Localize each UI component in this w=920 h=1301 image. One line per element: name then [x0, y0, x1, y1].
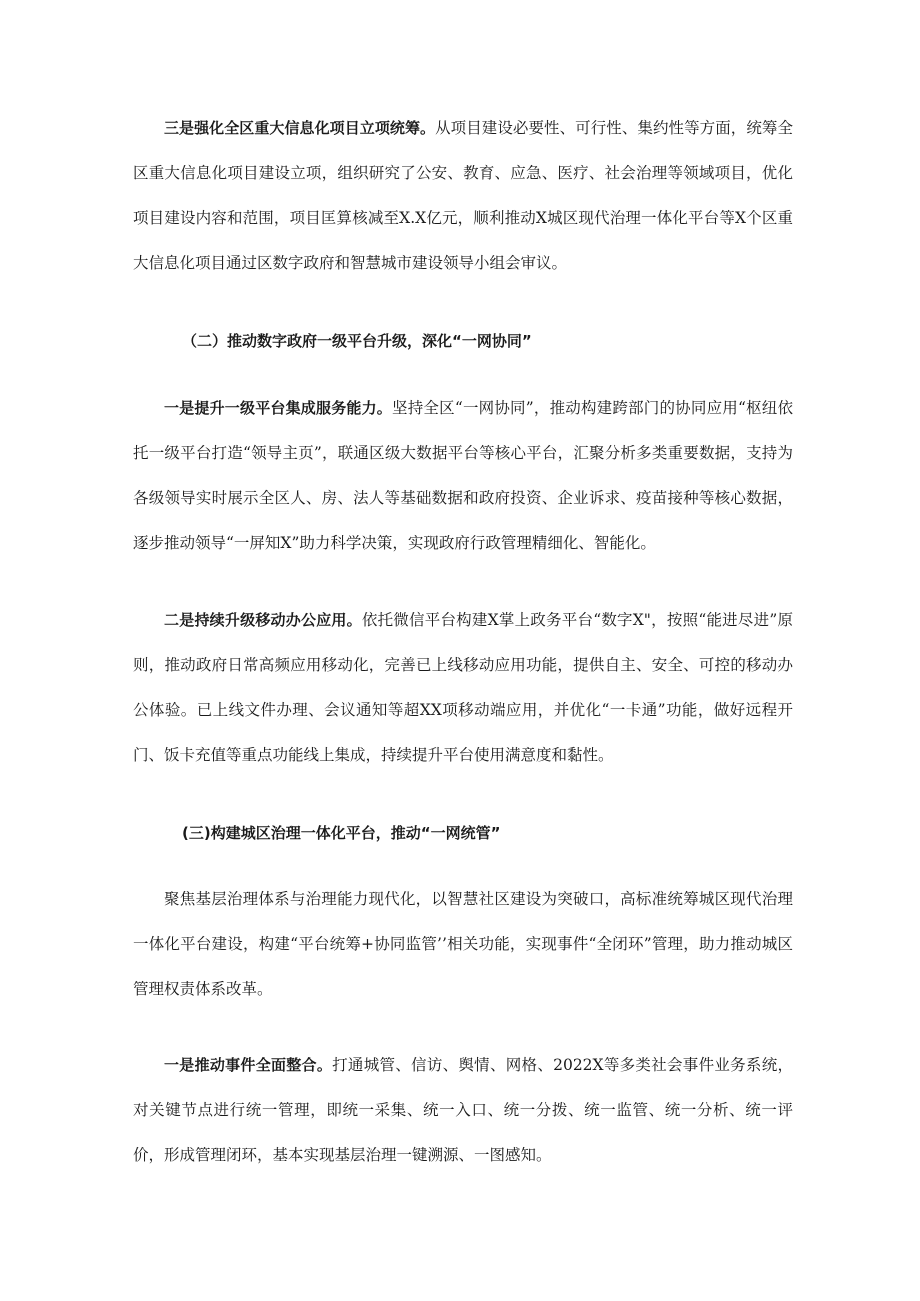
paragraph-body	[133, 598, 793, 778]
paragraph-lead: 二是持续升级移动办公应用。	[164, 611, 362, 629]
paragraph-text: 聚焦基层治理体系与治理能力现代化，以智慧社区建设为突破口，高标准统筹城区现代治理一体化平台建设，构建“平台统筹+协同监管’’相关功能，实现事件“全闭环”管理，助力推动城区管理权责体系改革。	[133, 890, 793, 998]
section-heading-3: (三)构建城区治理一体化平台，推动“一网统管”	[182, 824, 501, 842]
paragraph-body	[133, 1043, 793, 1178]
paragraph-platform-integration	[133, 386, 793, 566]
paragraph-event-integration	[133, 1043, 793, 1178]
paragraph-lead: 三是强化全区重大信息化项目立项统筹。	[164, 119, 436, 137]
paragraph-mobile-office	[133, 598, 793, 778]
section-heading-2: （二）推动数字政府一级平台升级，深化“一网协同”	[182, 332, 532, 350]
paragraph-body	[133, 386, 793, 566]
paragraph-lead: 一是提升一级平台集成服务能力。	[164, 399, 393, 417]
paragraph-project-planning	[133, 106, 793, 286]
paragraph-body	[133, 106, 793, 286]
paragraph-governance-platform	[133, 877, 793, 1012]
paragraph-text: 坚持全区“一网协同”，推动构建跨部门的协同应用“枢纽依托一级平台打造“领导主页”，联通区级大数据平台等核心平台，汇聚分析多类重要数据，支持为各级领导实时展示全区人、房、法人等基础数据和政府投资、企业诉求、疫苗接种等核心数据，逐步推动领导“一屏知X”助力科学决策，实现政府行政管理精细化、智能化。	[133, 399, 793, 552]
paragraph-text: 打通城管、信访、舆情、网格、2022X等多类社会事件业务系统，对关键节点进行统一管理，即统一采集、统一入口、统一分拨、统一监管、统一分析、统一评价，形成管理闭环，基本实现基层治理一键溯源、一图感知。	[133, 1056, 793, 1164]
paragraph-lead: 一是推动事件全面整合。	[164, 1056, 333, 1074]
paragraph-text: 从项目建设必要性、可行性、集约性等方面，统筹全区重大信息化项目建设立项，组织研究了公安、教育、应急、医疗、社会治理等领域项目，优化项目建设内容和范围，项目匡算核减至X.X亿元，顺利推动X城区现代治理一体化平台等X个区重大信息化项目通过区数字政府和智慧城市建设领导小组会审议。	[133, 119, 793, 272]
paragraph-body	[133, 877, 793, 1012]
paragraph-text: 依托微信平台构建X掌上政务平台“数字X"，按照“能进尽进”原则，推动政府日常高频应用移动化，完善已上线移动应用功能，提供自主、安全、可控的移动办公体验。已上线文件办理、会议通知等超XX项移动端应用，并优化“一卡通”功能，做好远程开门、饭卡充值等重点功能线上集成，持续提升平台使用满意度和黏性。	[133, 611, 793, 764]
